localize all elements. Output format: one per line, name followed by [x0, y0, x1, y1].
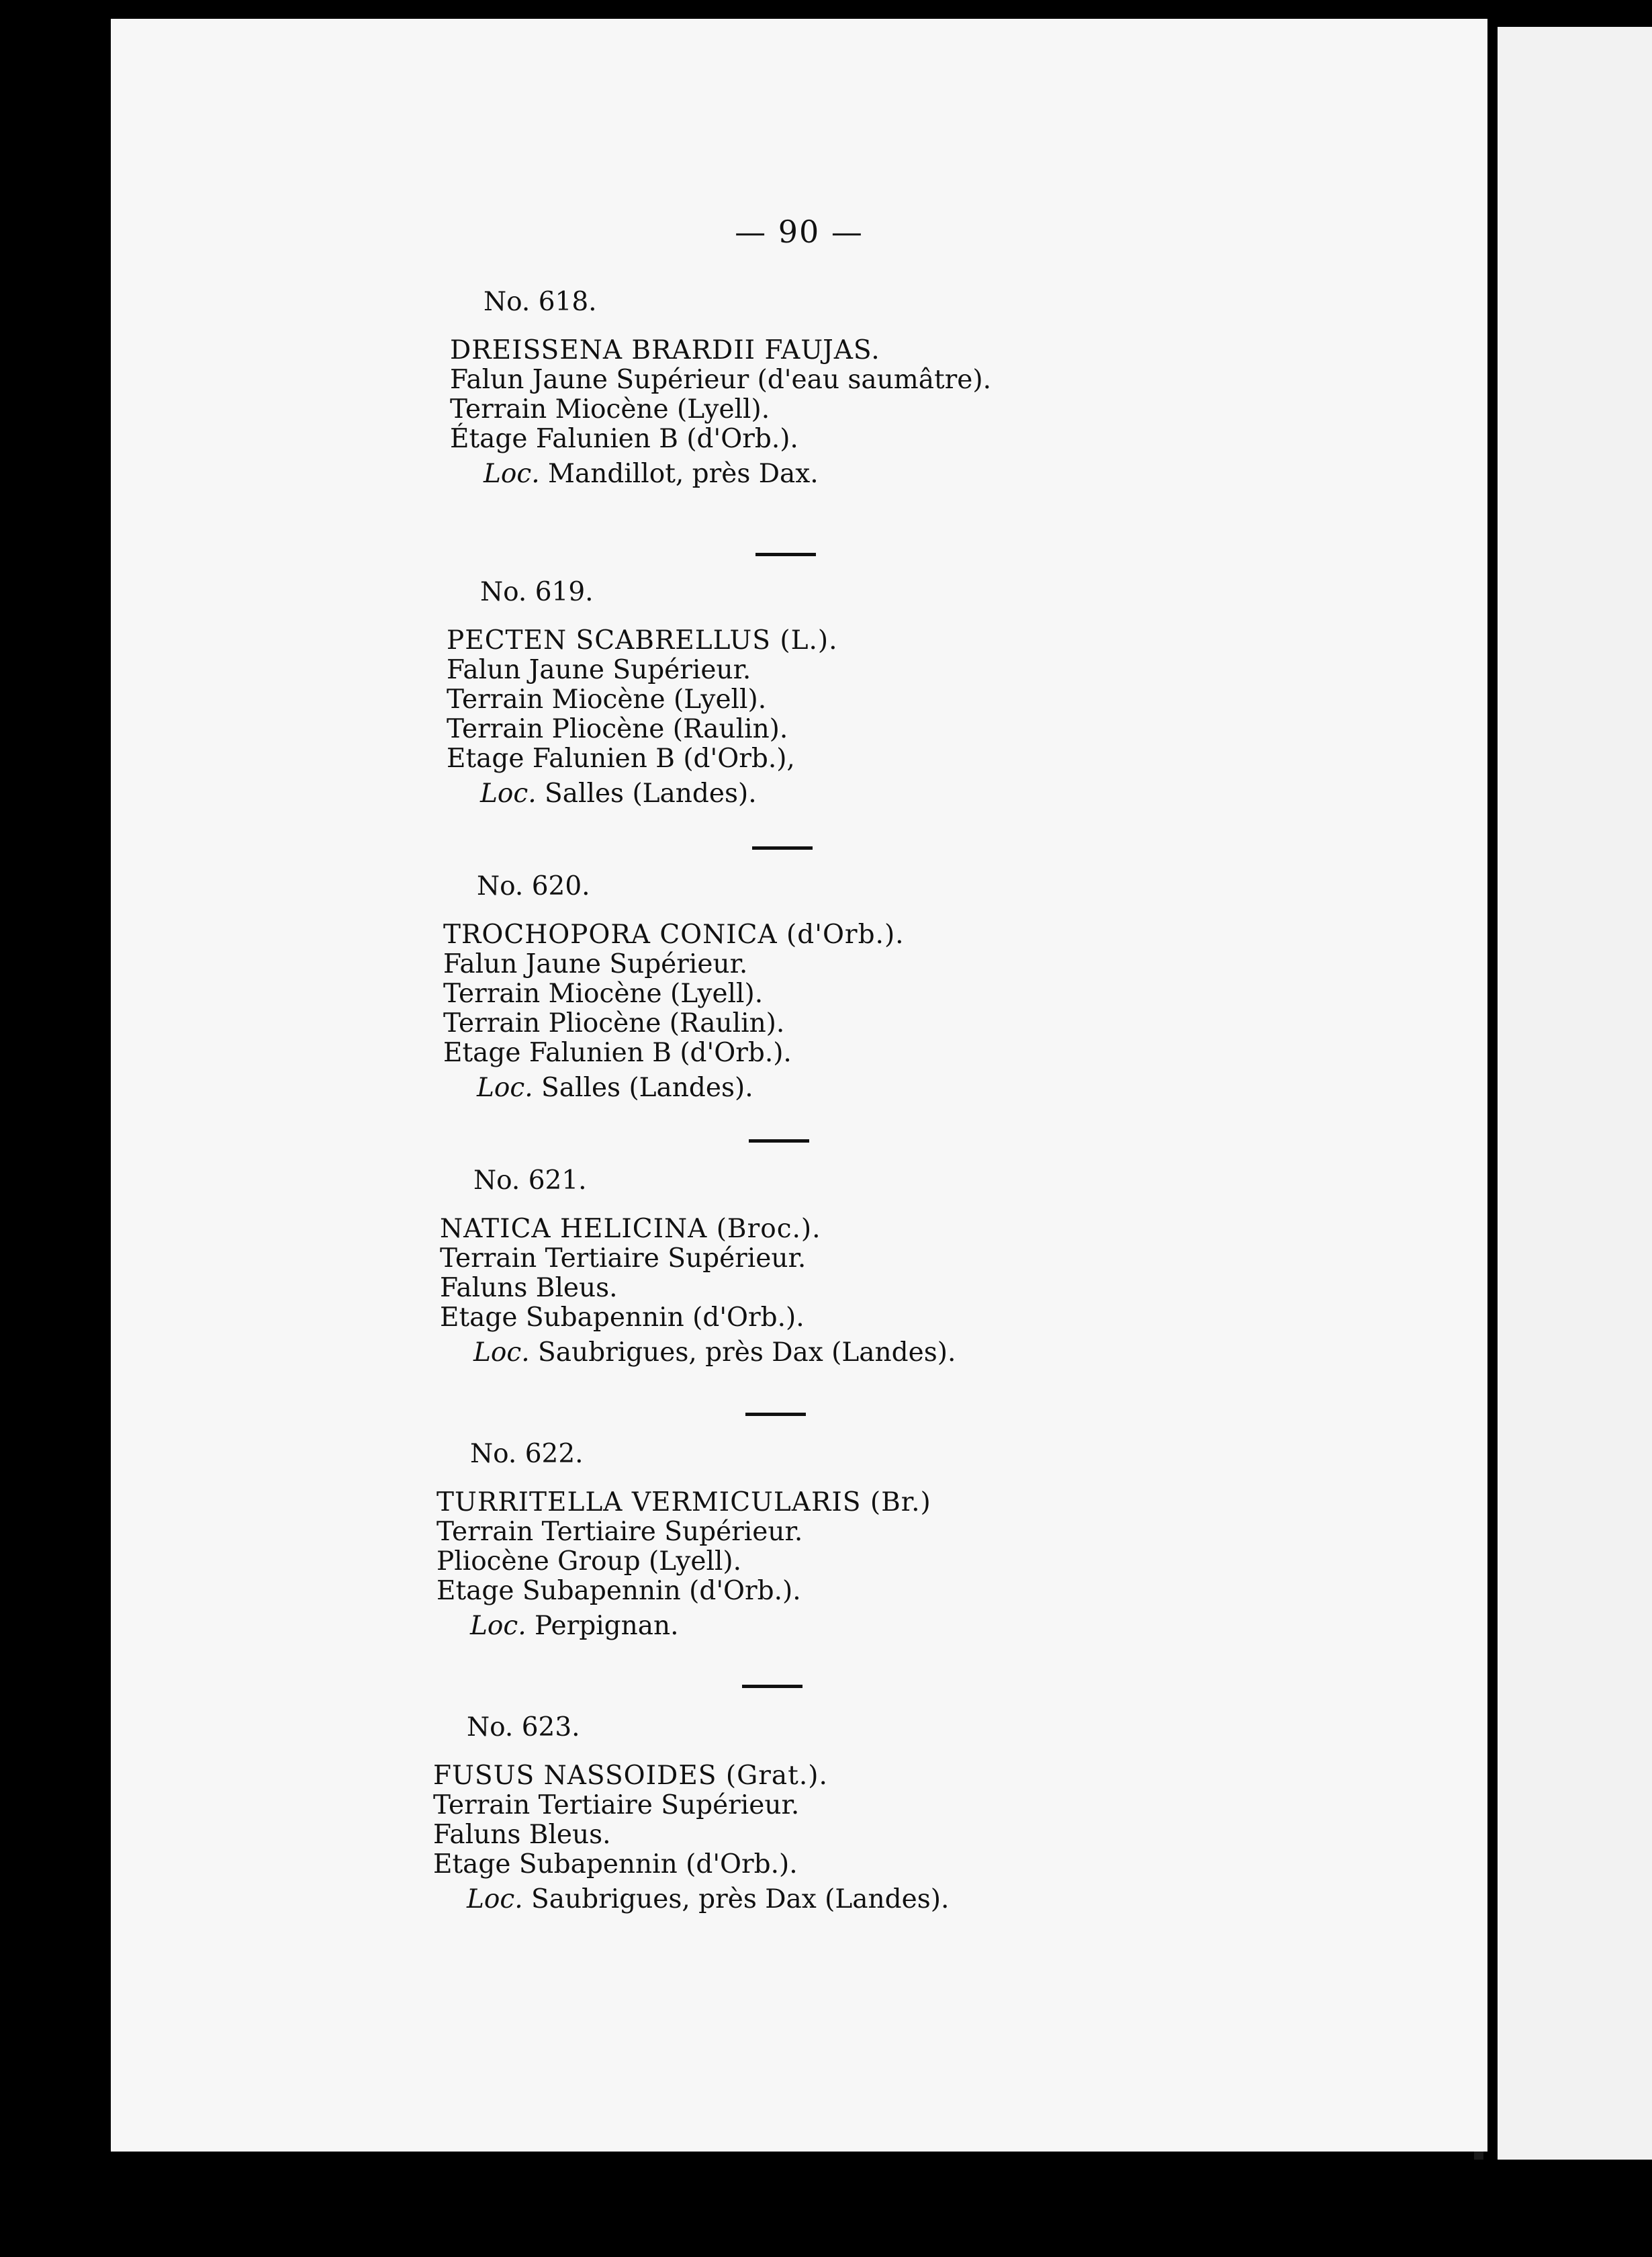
- separator-rule: [749, 1139, 809, 1143]
- locality-line: [480, 779, 838, 809]
- locality-abbr: Loc.: [477, 1073, 533, 1103]
- locality-text: Mandillot, près Dax.: [548, 459, 819, 489]
- locality-line: [477, 1073, 905, 1103]
- stratum-line: Terrain Tertiaire Supérieur.: [440, 1243, 807, 1274]
- locality-line: [473, 1338, 956, 1368]
- species-name: TROCHOPORA CONICA (d'Orb.).: [443, 920, 905, 950]
- stratum-line: Falun Jaune Supérieur.: [447, 655, 751, 685]
- catalog-entry: [447, 578, 838, 809]
- stratum-line: Etage Falunien B (d'Orb.),: [447, 744, 795, 774]
- catalog-entry: [443, 872, 905, 1103]
- catalog-entry: [450, 287, 991, 489]
- locality-abbr: Loc.: [467, 1884, 523, 1914]
- species-name: FUSUS NASSOIDES (Grat.).: [433, 1761, 828, 1791]
- separator-rule: [742, 1685, 802, 1688]
- stratum-line: Etage Subapennin (d'Orb.).: [440, 1302, 805, 1333]
- stratum-line: Terrain Miocène (Lyell).: [447, 684, 767, 715]
- locality-text: Saubrigues, près Dax (Landes).: [531, 1884, 950, 1914]
- species-name: NATICA HELICINA (Broc.).: [440, 1214, 821, 1244]
- locality-line: [467, 1885, 949, 1914]
- stratum-line: Terrain Tertiaire Supérieur.: [433, 1790, 800, 1820]
- separator-rule: [745, 1413, 806, 1416]
- catalog-entry: [433, 1713, 949, 1914]
- locality-abbr: Loc.: [470, 1611, 526, 1641]
- separator-rule: [755, 553, 816, 556]
- stratum-line: Falun Jaune Supérieur (d'eau saumâtre).: [450, 365, 991, 395]
- entry-number: No. 619.: [480, 577, 594, 607]
- species-name: DREISSENA BRARDII FAUJAS.: [450, 335, 880, 365]
- stratum-line: Etage Subapennin (d'Orb.).: [437, 1576, 801, 1606]
- adjacent-page-edge: [1498, 27, 1652, 2160]
- stratum-line: Falun Jaune Supérieur.: [443, 949, 748, 979]
- page: [111, 19, 1487, 2152]
- stratum-line: Terrain Pliocène (Raulin).: [447, 714, 788, 744]
- stratum-line: Faluns Bleus.: [433, 1820, 611, 1850]
- page-number: — 90 —: [735, 214, 864, 250]
- locality-line: [470, 1611, 931, 1641]
- species-name: TURRITELLA VERMICULARIS (Br.): [437, 1487, 931, 1517]
- entry-number: No. 622.: [470, 1439, 584, 1469]
- stratum-line: Pliocène Group (Lyell).: [437, 1546, 742, 1577]
- catalog-entry: [440, 1166, 956, 1368]
- stratum-line: Étage Falunien B (d'Orb.).: [450, 424, 798, 454]
- stratum-line: Terrain Miocène (Lyell).: [450, 394, 770, 425]
- locality-text: Salles (Landes).: [545, 779, 757, 809]
- locality-text: Saubrigues, près Dax (Landes).: [538, 1337, 956, 1368]
- locality-line: [484, 459, 991, 489]
- separator-rule: [752, 846, 813, 850]
- stratum-line: Terrain Miocène (Lyell).: [443, 979, 764, 1009]
- locality-abbr: Loc.: [484, 459, 540, 489]
- stratum-line: Etage Subapennin (d'Orb.).: [433, 1849, 798, 1879]
- catalog-entry: [437, 1440, 931, 1641]
- locality-abbr: Loc.: [473, 1337, 530, 1368]
- entry-number: No. 621.: [473, 1165, 587, 1196]
- entry-number: No. 618.: [484, 287, 597, 317]
- species-name: PECTEN SCABRELLUS (L.).: [447, 625, 838, 656]
- stratum-line: Etage Falunien B (d'Orb.).: [443, 1038, 792, 1068]
- stratum-line: Terrain Tertiaire Supérieur.: [437, 1517, 803, 1547]
- stratum-line: Terrain Pliocène (Raulin).: [443, 1008, 785, 1038]
- locality-text: Salles (Landes).: [541, 1073, 753, 1103]
- stratum-line: Faluns Bleus.: [440, 1273, 618, 1303]
- entry-number: No. 623.: [467, 1712, 580, 1742]
- locality-text: Perpignan.: [535, 1611, 679, 1641]
- entry-number: No. 620.: [477, 871, 590, 901]
- locality-abbr: Loc.: [480, 779, 537, 809]
